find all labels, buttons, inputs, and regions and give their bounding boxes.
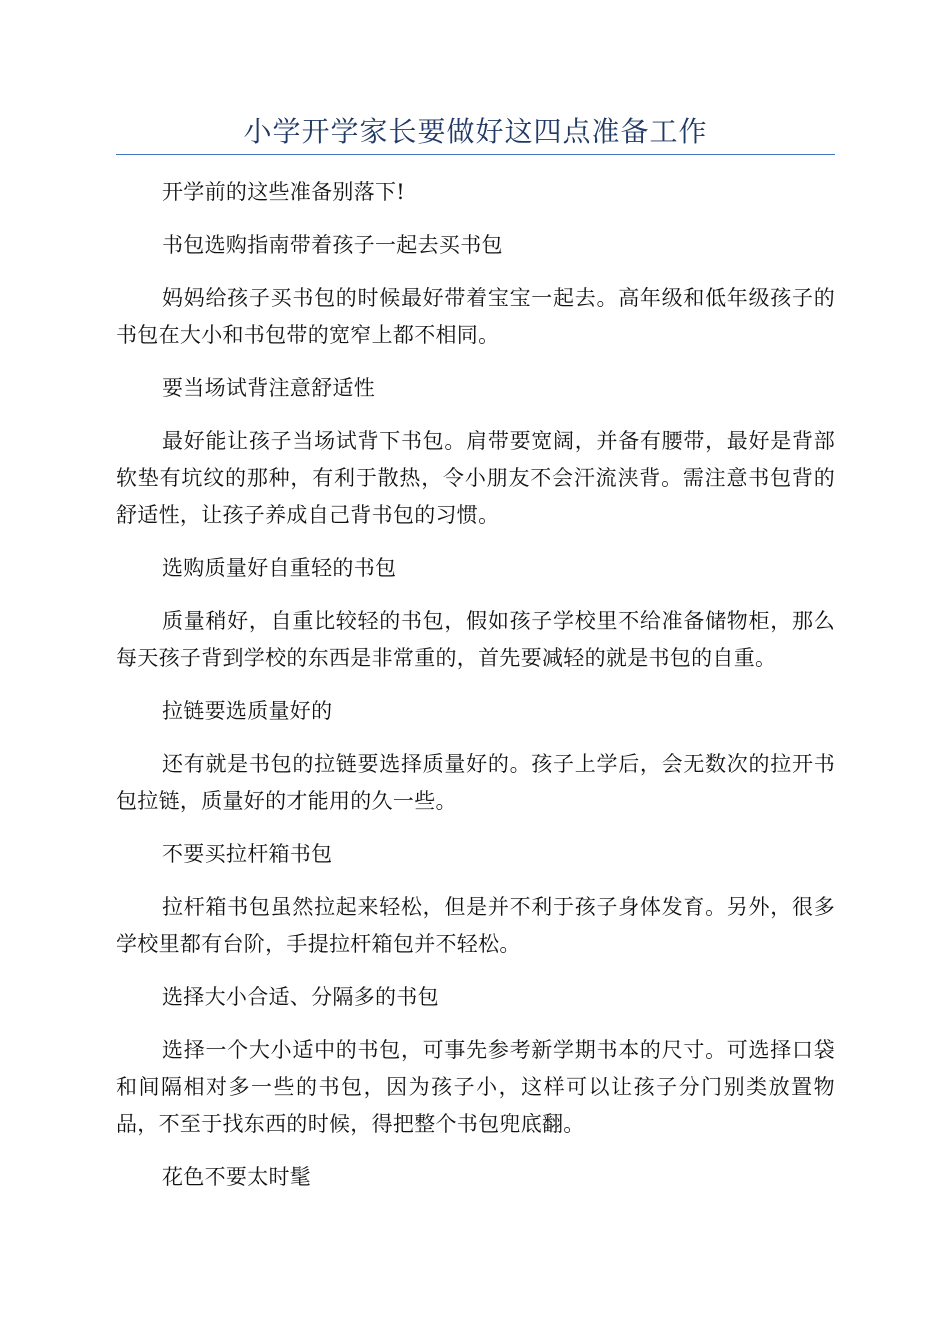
section-heading: 要当场试背注意舒适性 bbox=[162, 376, 375, 400]
section-heading: 花色不要太时髦 bbox=[162, 1165, 312, 1189]
paragraph: 选择一个大小适中的书包，可事先参考新学期书本的尺寸。可选择口袋和间隔相对多一些的书包，因为孩子小，这样可以让孩子分门别类放置物品，不至于找东西的时候，得把整个书包兜底翻。 bbox=[116, 1038, 835, 1136]
document-title: 小学开学家长要做好这四点准备工作 bbox=[243, 115, 708, 148]
title-underline bbox=[116, 154, 835, 155]
section-heading: 拉链要选质量好的 bbox=[162, 699, 333, 723]
paragraph: 质量稍好，自重比较轻的书包，假如孩子学校里不给准备储物柜，那么每天孩子背到学校的东西是非常重的，首先要减轻的就是书包的自重。 bbox=[116, 609, 835, 670]
section-heading: 不要买拉杆箱书包 bbox=[162, 842, 333, 866]
section-heading: 书包选购指南带着孩子一起去买书包 bbox=[162, 233, 503, 257]
document-body bbox=[116, 174, 835, 1212]
paragraph: 妈妈给孩子买书包的时候最好带着宝宝一起去。高年级和低年级孩子的书包在大小和书包带的宽窄上都不相同。 bbox=[116, 286, 835, 347]
paragraph: 最好能让孩子当场试背下书包。肩带要宽阔，并备有腰带，最好是背部软垫有坑纹的那种，有利于散热，令小朋友不会汗流浃背。需注意书包背的舒适性，让孩子养成自己背书包的习惯。 bbox=[116, 429, 835, 527]
section-heading: 选择大小合适、分隔多的书包 bbox=[162, 985, 439, 1009]
paragraph: 拉杆箱书包虽然拉起来轻松，但是并不利于孩子身体发育。另外，很多学校里都有台阶，手提拉杆箱包并不轻松。 bbox=[116, 895, 835, 956]
paragraph: 还有就是书包的拉链要选择质量好的。孩子上学后，会无数次的拉开书包拉链，质量好的才能用的久一些。 bbox=[116, 752, 835, 813]
section-heading: 选购质量好自重轻的书包 bbox=[162, 556, 397, 580]
paragraph-intro: 开学前的这些准备别落下! bbox=[162, 180, 406, 204]
